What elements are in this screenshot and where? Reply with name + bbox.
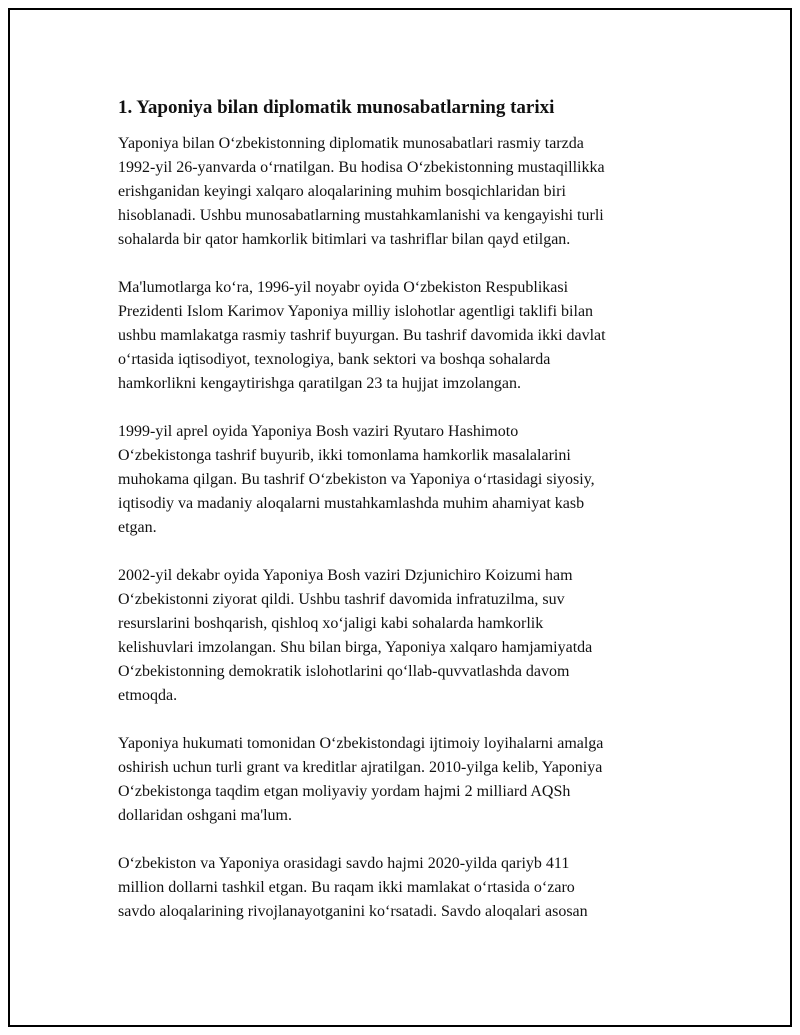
paragraph-line: resurslarini boshqarish, qishloq xo‘jaligi kabi sohalarda hamkorlik [118,615,544,632]
paragraph-line: o‘rtasida iqtisodiyot, texnologiya, bank sektori va boshqa sohalarda [118,351,551,368]
paragraph-line: O‘zbekiston va Yaponiya orasidagi savdo hajmi 2020-yilda qariyb 411 [118,855,570,872]
paragraph-line: O‘zbekistonning demokratik islohotlarini qo‘llab-quvvatlashda davom [118,663,570,680]
paragraph-line: oshirish uchun turli grant va kreditlar ajratilgan. 2010-yilga kelib, Yaponiya [118,759,603,776]
paragraph-line: hamkorlikni kengaytirishga qaratilgan 23 ta hujjat imzolangan. [118,375,521,392]
paragraph-line: sohalarda bir qator hamkorlik bitimlari va tashriflar bilan qayd etilgan. [118,231,571,248]
document-body [118,94,688,948]
paragraph [118,564,688,708]
paragraph-line: O‘zbekistonga tashrif buyurib, ikki tomonlama hamkorlik masalalarini [118,447,571,464]
paragraph-line: 1999-yil aprel oyida Yaponiya Bosh vaziri Ryutaro Hashimoto [118,423,519,440]
paragraph-line: 1992-yil 26-yanvarda o‘rnatilgan. Bu hodisa O‘zbekistonning mustaqillikka [118,159,605,176]
paragraph [118,852,688,924]
paragraph-line: 2002-yil dekabr oyida Yaponiya Bosh vaziri Dzjunichiro Koizumi ham [118,567,573,584]
paragraph-line: O‘zbekistonni ziyorat qildi. Ushbu tashrif davomida infratuzilma, suv [118,591,565,608]
paragraph-line: erishganidan keyingi xalqaro aloqalarining muhim bosqichlaridan biri [118,183,566,200]
paragraph-line: Prezidenti Islom Karimov Yaponiya milliy islohotlar agentligi taklifi bilan [118,303,594,320]
section-heading: 1. Yaponiya bilan diplomatik munosabatlarning tarixi [118,97,555,118]
paragraph-line: muhokama qilgan. Bu tashrif O‘zbekiston va Yaponiya o‘rtasidagi siyosiy, [118,471,595,488]
paragraph-list [118,132,688,924]
paragraph [118,276,688,396]
paragraph-line: million dollarni tashkil etgan. Bu raqam ikki mamlakat o‘rtasida o‘zaro [118,879,575,896]
paragraph-line: hisoblanadi. Ushbu munosabatlarning mustahkamlanishi va kengayishi turli [118,207,604,224]
paragraph-line: savdo aloqalarining rivojlanayotganini ko‘rsatadi. Savdo aloqalari asosan [118,903,588,920]
paragraph-line: etgan. [118,519,157,536]
paragraph-line: ushbu mamlakatga rasmiy tashrif buyurgan. Bu tashrif davomida ikki davlat [118,327,606,344]
paragraph-line: Yaponiya bilan O‘zbekistonning diplomatik munosabatlari rasmiy tarzda [118,135,584,152]
paragraph-line: O‘zbekistonga taqdim etgan moliyaviy yordam hajmi 2 milliard AQSh [118,783,571,800]
paragraph [118,132,688,252]
paragraph-line: kelishuvlari imzolangan. Shu bilan birga, Yaponiya xalqaro hamjamiyatda [118,639,593,656]
paragraph-line: Ma'lumotlarga ko‘ra, 1996-yil noyabr oyida O‘zbekiston Respublikasi [118,279,569,296]
paragraph-line: Yaponiya hukumati tomonidan O‘zbekistondagi ijtimoiy loyihalarni amalga [118,735,604,752]
paragraph-line: iqtisodiy va madaniy aloqalarni mustahkamlashda muhim ahamiyat kasb [118,495,585,512]
paragraph [118,732,688,828]
paragraph-line: dollaridan oshgani ma'lum. [118,807,292,824]
paragraph [118,420,688,540]
paragraph-line: etmoqda. [118,687,178,704]
